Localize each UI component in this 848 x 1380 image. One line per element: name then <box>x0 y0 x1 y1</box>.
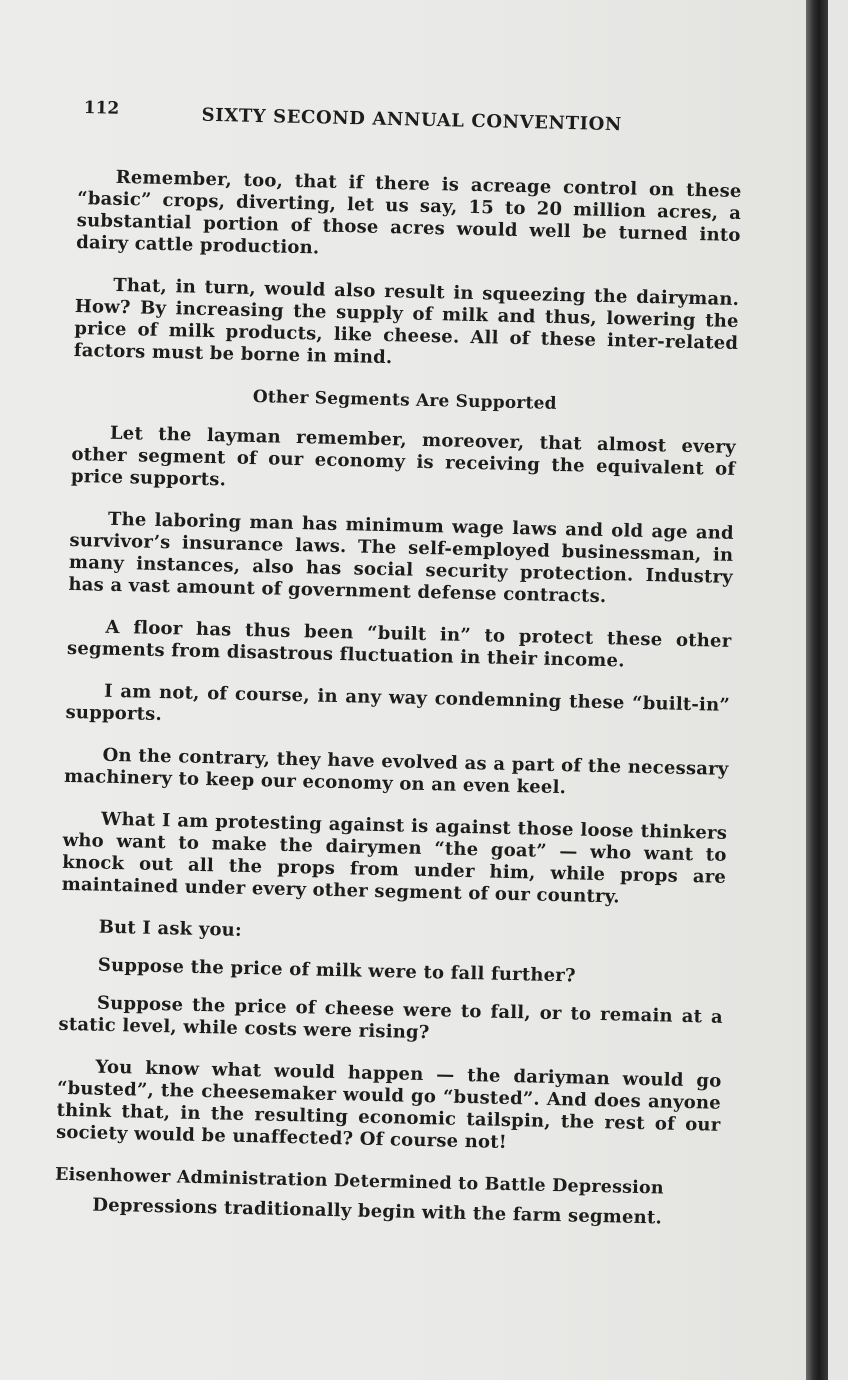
facing-page-edge <box>828 0 848 1380</box>
paragraph: Depressions traditionally begin with the farm segment. <box>92 1194 663 1229</box>
paragraph: The laboring man has minimum wage laws and old age and survivor’s insurance laws. The self-employed businessman, in many instances, also has social security protection. Industry has a vast amount of government defense contracts. <box>68 508 735 608</box>
section-heading: Eisenhower Administration Determined to Battle Depression <box>54 1164 665 1199</box>
page-header <box>83 98 644 147</box>
paragraph: You know what would happen — the dariyman would go “busted”, the cheesemaker would go “busted”. And does anyone think that, in the resulting economic tailspin, the rest of our society would be unaffected? Of course not! <box>55 1056 722 1153</box>
book-spine-shadow <box>806 0 828 1380</box>
page-body <box>54 166 742 1251</box>
paragraph: Let the layman remember, moreover, that almost every other segment of our economy is receiving the equivalent of price supports. <box>70 422 737 491</box>
page-number: 112 <box>83 98 120 119</box>
paragraph: That, in turn, would also result in squeezing the dairyman. How? By increasing the supply of milk and thus, lowering the price of milk products, like cheese. All of these inter-related factors must be borne in mind. <box>73 274 740 369</box>
paragraph: What I am protesting against is against those loose thinkers who want to make the dairymen “the goat” — who want to knock out all the props from under him, while props are maintained under every other segment of our country. <box>61 808 728 908</box>
paragraph: But I ask you: <box>98 916 243 941</box>
running-title: SIXTY SECOND ANNUAL CONVENTION <box>201 104 623 136</box>
paragraph: Suppose the price of milk were to fall further? <box>97 954 576 987</box>
section-heading: Other Segments Are Supported <box>252 387 557 414</box>
paragraph: Suppose the price of cheese were to fall, or to remain at a static level, while costs were rising? <box>58 992 724 1044</box>
paragraph: Remember, too, that if there is acreage control on these “basic” crops, diverting, let us say, 15 to 20 million acres, a substantial portion of those acres would well be turned into dairy cattle production. <box>76 166 742 259</box>
paragraph: On the contrary, they have evolved as a part of the necessary machinery to keep our economy on an even keel. <box>63 744 729 799</box>
paragraph: A floor has thus been “built in” to protect these other segments from disastrous fluctuation in their income. <box>66 616 732 672</box>
paragraph: I am not, of course, in any way condemning these “built-in” supports. <box>65 680 731 726</box>
